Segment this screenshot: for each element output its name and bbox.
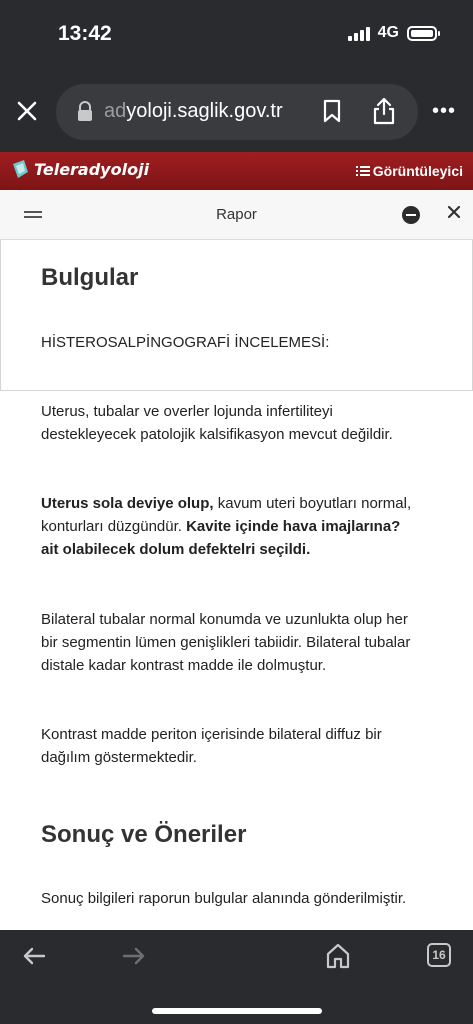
viewer-button[interactable] [356,163,463,179]
viewer-label: Görüntüleyici [372,163,463,179]
cellular-signal-icon [348,25,370,41]
findings-paragraph-1: Uterus, tubalar ve overler lojunda infertiliteyi destekleyecek patolojik kalsifikasyon mevcut değildir. [41,403,393,443]
logo-text: Teleradyoloji [34,159,150,179]
exam-title: HİSTEROSALPİNGOGRAFİ İNCELEMESİ: [41,334,330,351]
status-time: 13:42 [58,22,112,45]
battery-icon [407,26,437,41]
report-panel-header [0,190,473,240]
site-logo[interactable] [10,158,149,180]
minimize-button[interactable] [402,206,420,224]
uterus-deviation-text: Uterus sola deviye olup, [41,495,214,512]
conclusion-heading: Sonuç ve Öneriler [41,821,247,848]
share-icon[interactable] [372,97,396,125]
findings-heading: Bulgular [41,264,139,291]
forward-arrow-icon[interactable] [122,946,146,966]
teleradyoloji-logo-icon [10,158,30,180]
browser-top-chrome [0,0,473,152]
url-text[interactable] [104,100,312,123]
more-menu-icon[interactable]: ••• [432,100,457,122]
findings-paragraph-3: Bilateral tubalar normal konumda ve uzunlukta olup her bir segmentin lümen genişlikleri tabiidir. Bilateral tubalar distale kadar kontrast madde ile dolmuştur. [41,611,411,674]
network-type: 4G [377,24,399,41]
url-domain: yoloji.saglik.gov.tr [126,100,283,122]
home-indicator[interactable] [152,1008,322,1014]
status-icons [348,24,437,42]
home-icon[interactable] [325,942,351,970]
url-faded-part: ad [104,100,127,122]
findings-paragraph-4: Kontrast madde periton içerisinde bilateral diffuz bir dağılım göstermektedir. [41,726,382,766]
cavum-text: kavum uteri boyutları normal, konturları düzgündür. [41,495,412,535]
conclusion-paragraph: Sonuç bilgileri raporun bulgular alanında gönderilmiştir. [41,890,407,907]
lock-icon [76,101,94,123]
tabs-count-button[interactable]: 16 [427,943,451,967]
list-icon [356,165,370,177]
back-arrow-icon[interactable] [22,946,46,966]
panel-title: Rapor [216,206,257,223]
cavity-defect-text: Kavite içinde hava imajlarına? ait olabilecek dolum defektelri seçildi. [41,518,401,558]
findings-paragraph-2 [41,492,421,561]
bookmark-icon[interactable] [322,99,342,123]
panel-close-icon[interactable] [446,204,462,220]
address-bar[interactable] [56,84,418,140]
site-header [0,152,473,190]
close-icon[interactable] [14,98,40,124]
